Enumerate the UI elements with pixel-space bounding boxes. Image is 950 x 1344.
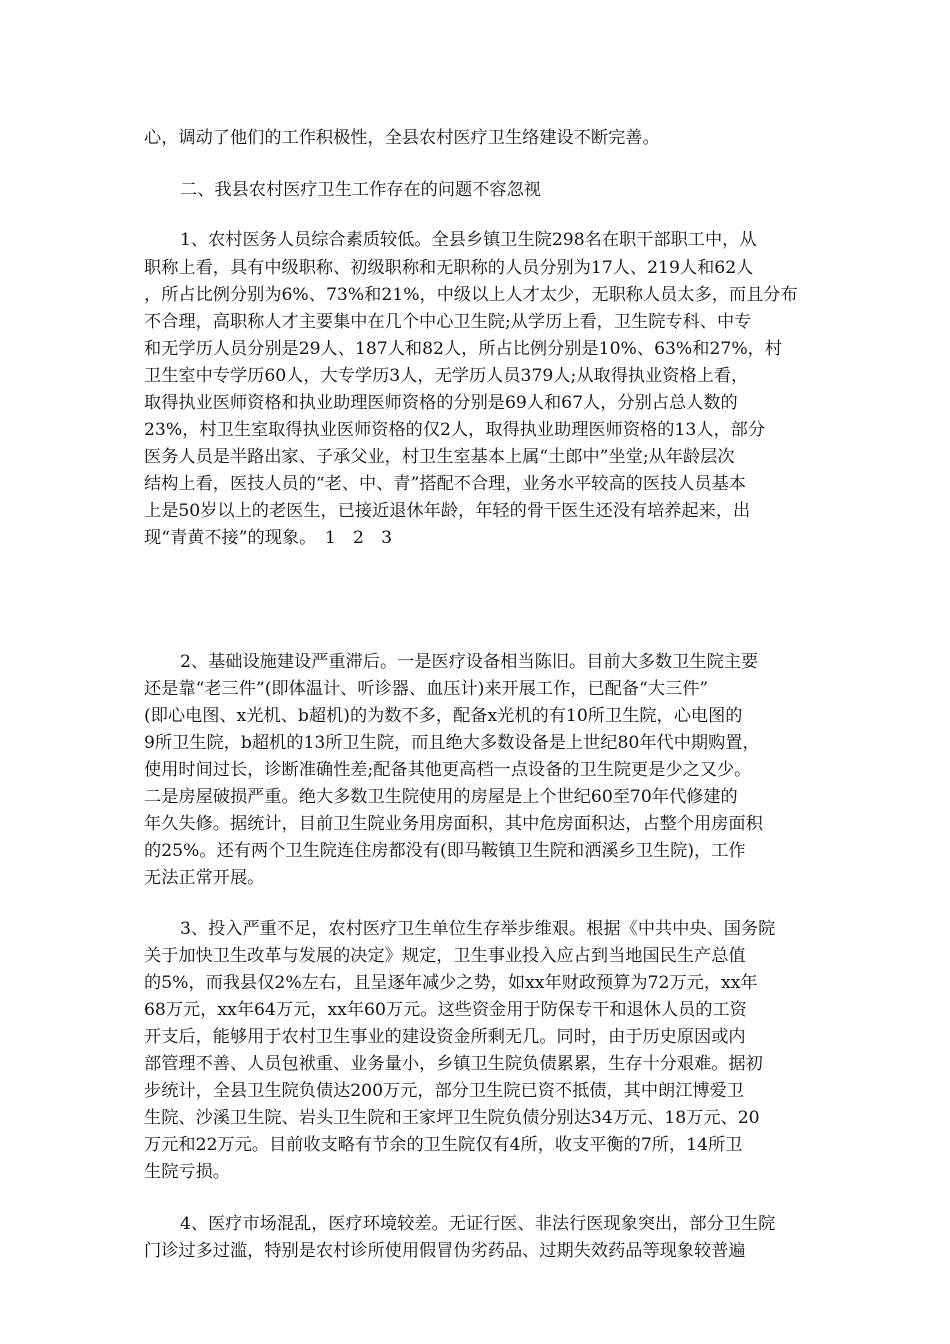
paragraph-line: 取得执业医师资格和执业助理医师资格的分别是69人和67人，分别占总人数的 (144, 393, 738, 413)
paragraph-line: 结构上看，医技人员的“老、中、青”搭配不合理，业务水平较高的医技人员基本 (144, 474, 746, 494)
paragraph-line: 的25%。还有两个卫生院连住房都没有(即马鞍镇卫生院和洒溪乡卫生院)，工作 (144, 841, 746, 861)
paragraph-line: 上是50岁以上的老医生，已接近退休年龄，年轻的骨干医生还没有培养起来，出 (144, 501, 751, 521)
paragraph-line: 卫生室中专学历60人，大专学历3人，无学历人员379人;从取得执业资格上看， (144, 366, 749, 386)
paragraph-line: 9所卫生院，b超机的13所卫生院，而且绝大多数设备是上世纪80年代中期购置， (144, 733, 760, 753)
paragraph-line: 部管理不善、人员包袱重、业务量小，乡镇卫生院负债累累，生存十分艰难。据初 (144, 1054, 763, 1074)
paragraph-line: 4、医疗市场混乱，医疗环境较差。无证行医、非法行医现象突出，部分卫生院 (180, 1214, 776, 1234)
paragraph-line: 门诊过多过滥，特别是农村诊所使用假冒伪劣药品、过期失效药品等现象较普遍 (144, 1241, 746, 1261)
paragraph-line: 的5%，而我县仅2%左右，且呈逐年减少之势，如xx年财政预算为72万元，xx年 (144, 973, 758, 993)
paragraph-line: (即心电图、x光机、b超机)的为数不多，配备x光机的有10所卫生院，心电图的 (144, 706, 743, 726)
section-heading: 二、我县农村医疗卫生工作存在的问题不容忽视 (180, 180, 541, 200)
paragraph-line: 万元和22万元。目前收支略有节余的卫生院仅有4所，收支平衡的7所，14所卫 (144, 1135, 743, 1155)
paragraph-line: 现“青黄不接”的现象。 1 2 3 (144, 528, 393, 548)
paragraph-line: 23%，村卫生室取得执业医师资格的仅2人，取得执业助理医师资格的13人，部分 (144, 420, 766, 440)
paragraph-line: 1、农村医务人员综合素质较低。全县乡镇卫生院298名在职干部职工中，从 (180, 230, 757, 250)
paragraph-line: 2、基础设施建设严重滞后。一是医疗设备相当陈旧。目前大多数卫生院主要 (180, 652, 759, 672)
paragraph-line: 无法正常开展。 (144, 868, 265, 888)
paragraph-line: 医务人员是半路出家、子承父业，村卫生室基本上属“土郎中”坐堂;从年龄层次 (144, 447, 735, 467)
paragraph-line: 不合理，高职称人才主要集中在几个中心卫生院;从学历上看，卫生院专科、中专 (144, 312, 752, 332)
paragraph-line: 使用时间过长，诊断准确性差;配备其他更高档一点设备的卫生院更是少之又少。 (144, 760, 752, 780)
paragraph-line: 生院、沙溪卫生院、岩头卫生院和王家坪卫生院负债分别达34万元、18万元、20 (144, 1108, 760, 1128)
paragraph-line: ，所占比例分别为6%、73%和21%，中级以上人才太少，无职称人员太多，而且分布 (144, 285, 798, 305)
paragraph-line: 职称上看，具有中级职称、初级职称和无职称的人员分别为17人、219人和62人 (144, 258, 754, 278)
paragraph-line: 和无学历人员分别是29人、187人和82人，所占比例分别是10%、63%和27%，村 (144, 339, 783, 359)
paragraph-line: 年久失修。据统计，目前卫生院业务用房面积，其中危房面积达，占整个用房面积 (144, 814, 763, 834)
paragraph-line: 二是房屋破损严重。绝大多数卫生院使用的房屋是上个世纪60至70年代修建的 (144, 787, 738, 807)
paragraph-line: 3、投入严重不足，农村医疗卫生单位生存举步维艰。根据《中共中央、国务院 (180, 919, 776, 939)
paragraph-line: 开支后，能够用于农村卫生事业的建设资金所剩无几。同时，由于历史原因或内 (144, 1027, 746, 1047)
paragraph-line: 生院亏损。 (144, 1162, 230, 1182)
paragraph-line: 68万元，xx年64万元，xx年60万元。这些资金用于防保专干和退休人员的工资 (144, 1000, 747, 1020)
paragraph-continuation-line: 心，调动了他们的工作积极性，全县农村医疗卫生络建设不断完善。 (144, 128, 660, 148)
paragraph-line: 还是靠“老三件”(即体温计、听诊器、血压计)来开展工作，已配备“大三件” (144, 679, 709, 699)
paragraph-line: 步统计，全县卫生院负债达200万元，部分卫生院已资不抵债，其中朗江博爱卫 (144, 1081, 744, 1101)
paragraph-line: 关于加快卫生改革与发展的决定》规定，卫生事业投入应占到当地国民生产总值 (144, 946, 746, 966)
